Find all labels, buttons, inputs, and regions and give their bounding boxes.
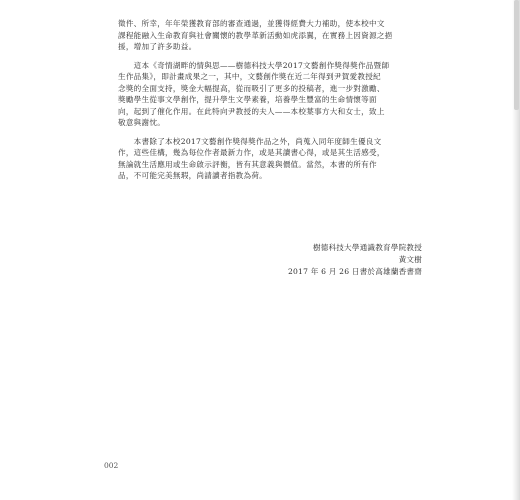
text-line: 徵件、所幸，年年榮獲教育部的審查通過，並獲得經費大力補助，使本校中文: [118, 19, 385, 28]
text-line: 敬意與謝忱。: [118, 118, 166, 127]
signature-block: [250, 242, 422, 278]
text-line: 課程能融入生命教育與社會關懷的教學革新活動如虎添翼，在實務上因資源之挹: [118, 30, 393, 40]
author-affiliation: 樹德科技大學通識教育學院教授: [312, 243, 422, 252]
paragraph-1: [118, 18, 418, 53]
text-line: 向，起到了催化作用。在此特向尹教授的夫人——本校葉事方大和女士，致上: [118, 106, 385, 116]
scrollbar-track[interactable]: [512, 0, 520, 500]
signature-date: 2017 年 6 月 26 日書於高雄蘭香書齋: [287, 267, 422, 276]
page-number: 002: [104, 461, 119, 470]
text-line: 念獎的全面支持，獎金大幅提高，從而吸引了更多的投稿者，進一步對激勵、: [118, 83, 385, 93]
text-line: 獎勵學生從事文學創作，提升學生文學素養，培養學生豐富的生命情懷等面: [118, 95, 377, 104]
paragraph-3: [118, 136, 418, 182]
text-line: 作，這些佳構，幾為每位作者最新力作，或是其讀書心得，或是其生活感受，: [118, 148, 385, 157]
text-line: 這本《奇情湖畔的情與思——樹德科技大學2017文藝創作獎得獎作品暨師: [118, 60, 390, 70]
text-line: 本書除了本校2017文藝創作獎得獎作品之外，尚蒐入同年度師生優良文: [118, 136, 382, 146]
author-name: 黃文樹: [398, 255, 422, 264]
paragraph-2: [118, 60, 418, 129]
scrollbar-thumb[interactable]: [514, 0, 519, 110]
preface-body: [118, 18, 418, 189]
text-line: 援，增加了許多助益。: [118, 42, 197, 51]
text-line: 無論就生活應用或生命啟示評衡，皆有其意義與價值。當然，本書的所有作: [118, 159, 377, 169]
text-line: 生作品集》，即計畫成果之一，其中，文藝創作獎在近二年得到尹賀愛教授紀: [118, 72, 381, 81]
text-line: 品，不可能完美無瑕，尚請讀者指教為荷。: [118, 171, 268, 180]
